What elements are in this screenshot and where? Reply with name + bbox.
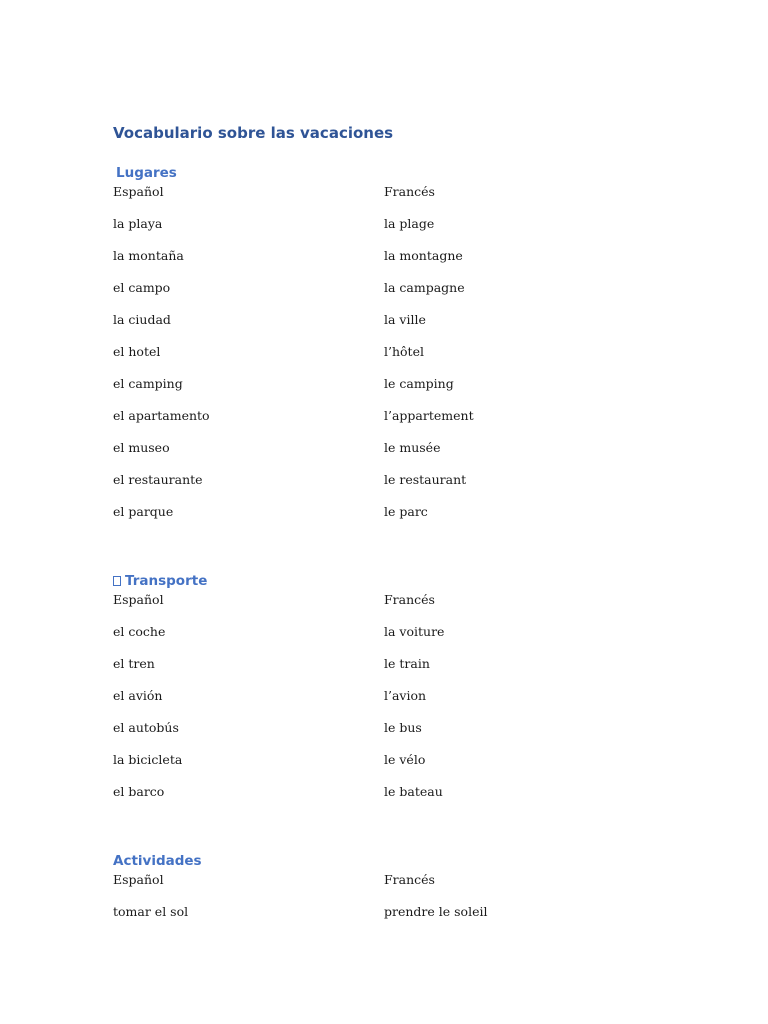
french-word: la ville <box>384 312 426 327</box>
spanish-word: el museo <box>113 440 170 455</box>
spanish-word: el camping <box>113 376 183 391</box>
column-header-french: Francés <box>384 592 435 607</box>
section-heading-text: Actividades <box>113 853 202 869</box>
table-row <box>113 312 673 344</box>
section-heading <box>113 162 673 184</box>
spanish-word: el barco <box>113 784 165 799</box>
french-word: le parc <box>384 504 428 519</box>
spanish-word: el hotel <box>113 344 161 359</box>
table-row <box>113 440 673 472</box>
section-heading <box>113 570 673 592</box>
spanish-word: la bicicleta <box>113 752 183 767</box>
french-word: la plage <box>384 216 435 231</box>
section-actividades <box>113 850 673 936</box>
table-row <box>113 688 673 720</box>
table-header-row <box>113 592 673 624</box>
table-row <box>113 504 673 536</box>
spanish-word: el restaurante <box>113 472 203 487</box>
vocabulary-table <box>113 592 673 816</box>
table-row <box>113 408 673 440</box>
french-word: le vélo <box>384 752 426 767</box>
spanish-word: la ciudad <box>113 312 171 327</box>
table-row <box>113 720 673 752</box>
column-header-french: Francés <box>384 184 435 199</box>
column-header-spanish: Español <box>113 592 164 607</box>
column-header-spanish: Español <box>113 184 164 199</box>
spanish-word: tomar el sol <box>113 904 189 919</box>
table-row <box>113 376 673 408</box>
spanish-word: el coche <box>113 624 166 639</box>
section-transporte <box>113 570 673 816</box>
table-row <box>113 752 673 784</box>
french-word: l’avion <box>384 688 427 703</box>
spanish-word: el tren <box>113 656 155 671</box>
french-word: le bus <box>384 720 422 735</box>
table-row <box>113 472 673 504</box>
french-word: le bateau <box>384 784 443 799</box>
spanish-word: la montaña <box>113 248 184 263</box>
vocabulary-table <box>113 184 673 536</box>
section-heading-text: Lugares <box>116 165 177 181</box>
spanish-word: el apartamento <box>113 408 210 423</box>
french-word: la campagne <box>384 280 465 295</box>
table-row <box>113 624 673 656</box>
french-word: l’hôtel <box>384 344 424 359</box>
document-title: Vocabulario sobre las vacaciones <box>113 124 394 142</box>
french-word: le restaurant <box>384 472 467 487</box>
missing-glyph-icon <box>113 576 121 586</box>
french-word: le camping <box>384 376 454 391</box>
table-row <box>113 656 673 688</box>
french-word: prendre le soleil <box>384 904 488 919</box>
table-row <box>113 248 673 280</box>
table-header-row <box>113 872 673 904</box>
french-word: le train <box>384 656 430 671</box>
column-header-spanish: Español <box>113 872 164 887</box>
vocabulary-table <box>113 872 673 936</box>
spanish-word: el campo <box>113 280 171 295</box>
french-word: la montagne <box>384 248 463 263</box>
spanish-word: el avión <box>113 688 163 703</box>
french-word: l’appartement <box>384 408 474 423</box>
section-heading-text: Transporte <box>125 573 208 589</box>
spanish-word: la playa <box>113 216 163 231</box>
column-header-french: Francés <box>384 872 435 887</box>
french-word: la voiture <box>384 624 445 639</box>
table-row <box>113 216 673 248</box>
french-word: le musée <box>384 440 441 455</box>
table-row <box>113 904 673 936</box>
spanish-word: el autobús <box>113 720 179 735</box>
section-lugares <box>113 162 673 536</box>
section-heading <box>113 850 673 872</box>
table-row <box>113 280 673 312</box>
table-row <box>113 784 673 816</box>
table-row <box>113 344 673 376</box>
spanish-word: el parque <box>113 504 174 519</box>
table-header-row <box>113 184 673 216</box>
